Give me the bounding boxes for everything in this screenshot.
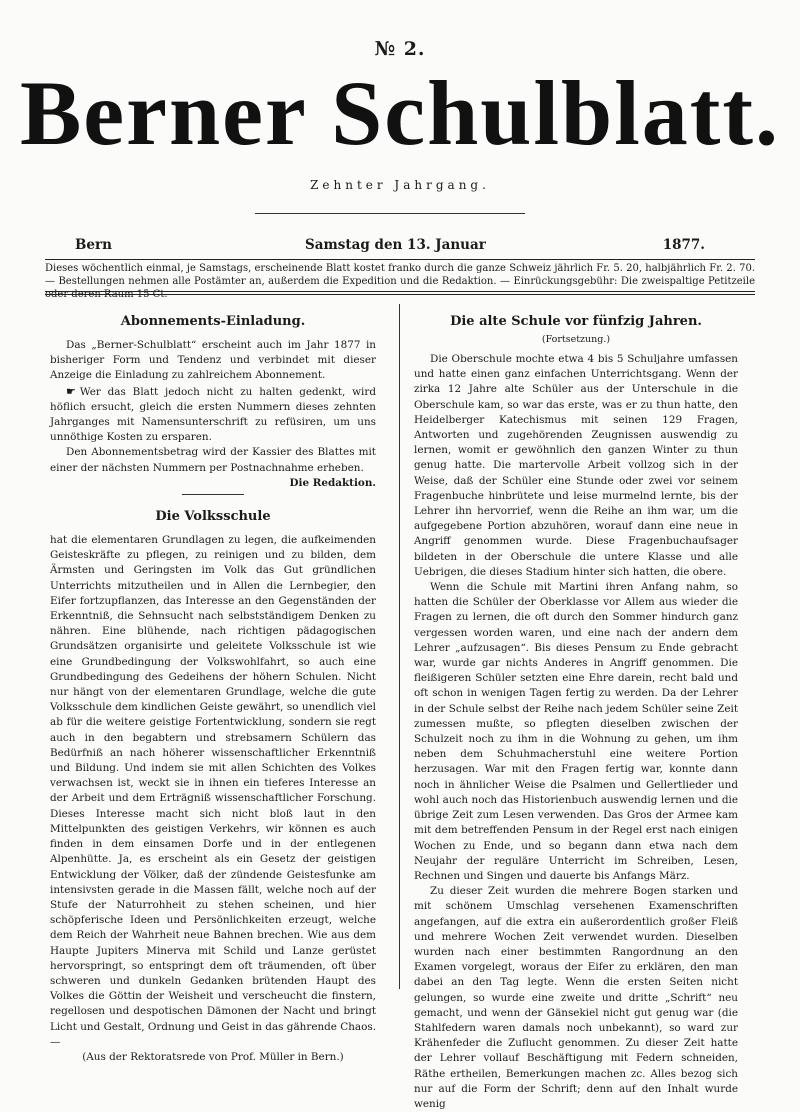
issue-date: Samstag den 13. Januar	[305, 237, 486, 253]
issue-number: № 2.	[374, 38, 426, 60]
alte-schule-paragraph-2: Wenn die Schule mit Martini ihren Anfang nahm, so hatten die Schüler der Oberklasse vor Allem aus wieder die Fragen zu lernen, die oft durch den Sommer hindurch ganz vergessen worden waren, und eine nach der andern dem Lehrer „aufzusagen“. Bis dieses Pensum zu Ende gebracht war, wurde gar nichts Anderes in Angriff genommen. Die fleißigeren Schüler setzten eine Ehre darein, recht bald und oft schon in wenigen Tagen fertig zu werden. Da der Lehrer in der Schule selbst der Reihe nach jedem Schüler seine Zeit zumessen mußte, so pflegten dieselben zwischen der Schulzeit noch zu ihm in die Wohnung zu gehen, um ihm neben dem Schuhmacherstuhl eine weitere Portion herzusagen. War mit den Fragen fertig war, konnte dann noch in ähnlicher Weise die Psalmen und Gellertlieder und wohl auch noch das Historienbuch auswendig lernen und die übrige Zeit zum Lesen verwenden. Das Gros der Armee kam mit dem betreffenden Pensum in der Regel erst nach einigen Wochen zu Ende, und so begann dann etwa nach dem Neujahr der reguläre Unterricht im Schreiben, Lesen, Rechnen und Singen und dauerte bis Anfangs März.	[414, 581, 738, 882]
alte-schule-heading: Die alte Schule vor fünfzig Jahren.	[450, 314, 702, 329]
volksschule-heading: Die Volksschule	[155, 509, 271, 525]
pointing-hand-icon: ☛	[66, 384, 76, 398]
issue-year: 1877.	[662, 237, 705, 253]
section-divider	[182, 494, 244, 495]
alte-schule-paragraph-3: Zu dieser Zeit wurden die mehrere Bogen starken und mit schönem Umschlag versehenen Examenschriften angefangen, auf die extra ein außerordentlich großer Fleiß und mehrere Wochen Zeit verwendet wurden. Dieselben wurden nach einer bestimmten Rangordnung an den Examen vorgelegt, woraus der Eifer zu erklären, den man dabei an den Tag legte. Wenn die ersten Seiten nicht gelungen, so wurde eine zweite und dritte „Schrift“ neu gemacht, und wenn der Gänsekiel nicht gut genug war (die Stahlfedern waren damals noch unbekannt), so ward zur Krähenfeder die Zuflucht genommen. Zu dieser Zeit hatte der Lehrer vollauf Beschäftigung mit Federn schneiden, Räthe ertheilen, Bemerkungen machen zc. Alles bezog sich nur auf die Form der Schrift; denn auf den Inhalt wurde wenig	[414, 885, 738, 1110]
subscription-notice: Dieses wöchentlich einmal, je Samstags, erscheinende Blatt kostet franko durch die ganze Schweiz jährlich Fr. 5. 20, halbjährlich Fr. 2. 70. — Bestellungen nehmen alle Postämter an, außerdem die Expedition und die Redaktion. — Einrückungsgebühr: Die zweispaltige Petitzeile oder deren Raum 15 Ct.	[45, 263, 755, 300]
alte-schule-paragraph-1: Die Oberschule mochte etwa 4 bis 5 Schuljahre umfassen und hatte einen ganz einfachen Unterrichtsgang. Wenn der zirka 12 Jahre alte Schüler aus der Unterschule in die Oberschule kam, so war das erste, was er zu thun hatte, den Heidelberger Katechismus mit seinen 129 Fragen, Antworten und zugehörenden Zeugnissen auswendig zu lernen, womit er gewöhnlich den ganzen Winter zu thun genug hatte. Die martervolle Arbeit vollzog sich in der Weise, daß der Schüler eine Stunde oder zwei vor seinem Fragenbuche hinbrütete und leise murmelnd lernte, bis der Lehrer ihn hervorrief, wenn die Reihe an ihm war, um die aufgegebene Portion abzuhören, worauf dann eine neue in Angriff genommen wurde. Diese Fragenbuchaufsager bildeten in der Oberschule die untere Klasse und alle Uebrigen, die dieses Stadium hinter sich hatten, die obere.	[414, 353, 738, 578]
invite-paragraph-2	[50, 384, 376, 446]
invite-signature: Die Redaktion.	[289, 476, 376, 489]
invite-paragraph-2-text: Wer das Blatt jedoch nicht zu halten gedenkt, wird höflich ersucht, gleich die ersten Nummern dieses zehnten Jahrganges mit Namensunterschrift zu refüsiren, um uns unnöthige Kosten zu ersparen.	[50, 385, 376, 444]
volksschule-body: hat die elementaren Grundlagen zu legen, die aufkeimenden Geisteskräfte zu pflegen, zu reinigen und zu bilden, dem Ärmsten und Geringsten im Volk das Gut gründlichen Unterrichts mitzutheilen und in Allen die Lernbegier, den Eifer fortzupflanzen, das Interesse an den Gegenständen der Erkenntniß, die Sehnsucht nach selbstständigem Denken zu nähren. Eine blühende, nach richtigen pädagogischen Grundsätzen organisirte und geleitete Volksschule ist wie eine Grundbedingung der Volkswohlfahrt, so auch eine Grundbedingung des Gedeihens der höhern Schulen. Nicht nur hängt von der elementaren Grundlage, welche die gute Volksschule dem kindlichen Geiste gewährt, so unendlich viel ab für die weitere geistige Fortentwicklung, sondern sie regt auch in den begabtern und strebsamern Schülern das Bedürfniß an nach höherer wissenschaftlicher Erkenntniß und Bildung. Und indem sie mit allen Schichten des Volkes verwachsen ist, weckt sie in ihnen ein tieferes Interesse an der Arbeit und dem Erträgniß wissenschaftlicher Forschung. Dieses Interesse macht sich nicht bloß laut in den Mittelpunkten des geistigen Verkehrs, wir können es auch finden in dem einsamen Dorfe und in der entlegenen Alpenhütte. Ja, es erscheint als ein Gesetz der geistigen Entwicklung der Völker, daß der zündende Geistesfunke am intensivsten gerade in die Massen fällt, welche noch auf der Stufe der Naturrohheit zu stehen scheinen, und hier schöpferische Ideen und Persönlichkeiten erzeugt, welche dem Reich der Wahrheit neue Bahnen brechen. Wie aus dem Haupte Jupiters Minerva mit Schild und Lanze gerüstet hervorspringt, so entspringt dem oft träumenden, oft über schweren und dunkeln Gedanken brütenden Haupt des Volkes die Göttin der Weisheit und verscheucht die finstern, regellosen und despotischen Dämonen der Nacht und bringt Licht und Gestalt, Ordnung und Geist in das gährende Chaos. —	[50, 534, 376, 1048]
column-divider	[399, 304, 400, 989]
rule-bottom-2	[45, 294, 755, 295]
invite-heading: Abonnements-Einladung.	[120, 314, 306, 329]
volksschule-source: (Aus der Rektoratsrede von Prof. Müller in Bern.)	[82, 1050, 344, 1063]
volume-line: Zehnter Jahrgang.	[310, 178, 490, 192]
rule-bottom-1	[45, 291, 755, 292]
right-column	[414, 314, 738, 1112]
left-column	[50, 314, 376, 1065]
header-divider	[255, 213, 525, 214]
alte-schule-subtitle: (Fortsetzung.)	[541, 334, 611, 345]
invite-paragraph-1: Das „Berner-Schulblatt“ erscheint auch im Jahr 1877 in bisheriger Form und Tendenz und verbindet mit dieser Anzeige die Einladung zu zahlreichem Abonnement.	[50, 339, 376, 382]
place: Bern	[75, 237, 112, 253]
rule-top	[45, 259, 755, 260]
invite-paragraph-3: Den Abonnementsbetrag wird der Kassier des Blattes mit einer der nächsten Nummern per Postnachnahme erheben.	[50, 446, 376, 474]
masthead-title: Berner Schulblatt.	[19, 62, 781, 164]
